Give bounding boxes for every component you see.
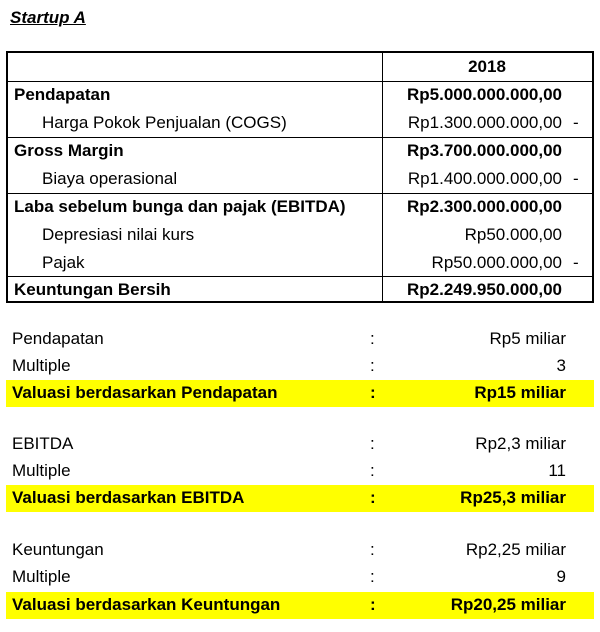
table-row [8,276,592,304]
row-sign: - [573,169,579,188]
separator: : [370,540,375,559]
row-label: Biaya operasional [42,169,178,188]
valuation-multiple-value: 11 [548,461,566,480]
row-value: Rp1.300.000.000,00 [407,113,562,132]
valuation-base-label: Pendapatan [12,329,104,348]
row-value: Rp3.700.000.000,00 [406,141,562,160]
valuation-multiple-label: Multiple [12,356,71,375]
row-label: Gross Margin [14,141,124,160]
valuation-result-label: Valuasi berdasarkan Pendapatan [12,383,278,402]
separator: : [370,329,375,348]
valuation-base-value: Rp2,25 miliar [465,540,566,559]
valuation-multiple-row [6,458,594,485]
valuation-multiple-row [6,353,594,380]
table-row [8,193,592,221]
valuation-multiple-label: Multiple [12,567,71,586]
valuation-base-label: Keuntungan [12,540,104,559]
separator: : [370,595,376,614]
table-row [8,165,592,193]
valuation-result-label: Valuasi berdasarkan EBITDA [12,488,245,507]
row-label: Keuntungan Bersih [14,280,171,299]
row-label: Depresiasi nilai kurs [42,225,195,244]
row-value: Rp50.000,00 [464,225,562,244]
valuation-base-value: Rp5 miliar [489,329,566,348]
valuation-result-row [6,485,594,512]
row-label: Pendapatan [14,85,111,104]
table-header-row [8,53,592,81]
row-value: Rp2.249.950.000,00 [406,280,562,299]
valuation-multiple-value: 9 [556,567,566,586]
table-row [8,109,592,137]
valuation-result-value: Rp20,25 miliar [450,595,566,614]
table-row [8,137,592,165]
valuation-base-label: EBITDA [12,434,74,453]
valuation-result-row [6,380,594,407]
table-row [8,249,592,277]
separator: : [370,434,375,453]
row-value: Rp50.000.000,00 [431,253,562,272]
valuation-multiple-value: 3 [556,356,566,375]
valuation-result-label: Valuasi berdasarkan Keuntungan [12,595,281,614]
income-statement-table [6,51,594,303]
separator: : [370,461,375,480]
valuation-base-row [6,326,594,353]
row-label: Laba sebelum bunga dan pajak (EBITDA) [14,197,346,216]
row-value: Rp1.400.000.000,00 [407,169,562,188]
valuation-result-row [6,592,594,619]
valuation-base-row [6,537,594,564]
page-title: Startup A [10,8,86,27]
year-header: 2018 [468,57,506,76]
row-value: Rp5.000.000.000,00 [406,85,562,104]
row-value: Rp2.300.000.000,00 [406,197,562,216]
valuation-result-value: Rp25,3 miliar [460,488,566,507]
separator: : [370,356,375,375]
row-label: Harga Pokok Penjualan (COGS) [42,113,287,132]
valuation-base-row [6,431,594,458]
row-sign: - [573,253,579,272]
row-label: Pajak [42,253,85,272]
table-row [8,221,592,249]
row-sign: - [573,113,579,132]
separator: : [370,383,376,402]
valuation-base-value: Rp2,3 miliar [475,434,566,453]
valuation-multiple-row [6,564,594,591]
valuation-result-value: Rp15 miliar [474,383,566,402]
separator: : [370,567,375,586]
table-row [8,81,592,109]
separator: : [370,488,376,507]
valuation-multiple-label: Multiple [12,461,71,480]
